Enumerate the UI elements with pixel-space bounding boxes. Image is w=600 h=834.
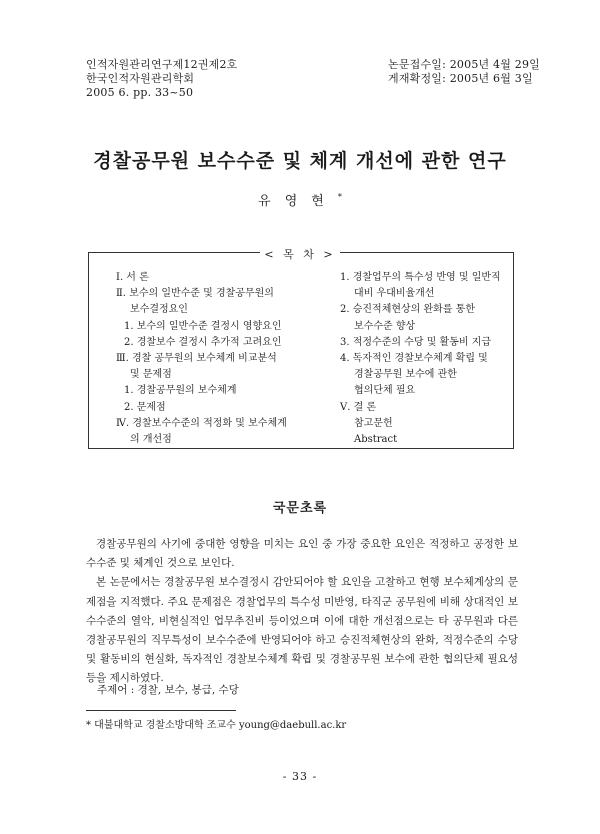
toc-item: Ⅴ. 결 론 bbox=[340, 401, 377, 413]
received-date: 논문접수일: 2005년 4월 29일 bbox=[388, 58, 540, 71]
toc-item: 및 문제점 bbox=[130, 369, 172, 381]
abstract-paragraph: 본 논문에서는 경찰공무원 보수결정시 감안되어야 할 요인을 고찰하고 현행 보수체계상의 문제점을 지적했다. 주요 문제점은 경찰업무의 특수성 미반영, 타직군 공무원에 비해 상대적인 보수수준의 열악, 비현실적인 업무추진비 등이었으며 이에 대한 개선점으로는 타 공무원과 다른 경찰공무원의 직무특성이 보수수준에 반영되어야 하고 승진적체현상의 완화, 적정수준의 수당 및 활동비의 현실화, 독자적인 경찰보수체계 확립 및 경찰공무원 보수에 관한 협의단체 필요성 등을 제시하였다. bbox=[86, 576, 518, 685]
toc-item: Ⅳ. 경찰보수수준의 적정화 및 보수체계 bbox=[116, 417, 287, 429]
author-footnote: * 대불대학교 경찰소방대학 조교수 young@daebull.ac.kr bbox=[86, 720, 347, 731]
journal-volume: 인적자원관리연구제12권제2호 bbox=[86, 58, 238, 71]
toc-item: 참고문헌 bbox=[354, 417, 393, 429]
toc-item: Ⅰ. 서 론 bbox=[116, 272, 149, 283]
accepted-date: 게재확정일: 2005년 6월 3일 bbox=[388, 72, 533, 85]
author-footnote-mark: * bbox=[337, 192, 342, 202]
toc-item: 1. 경찰업무의 특수성 반영 및 일반직 bbox=[340, 272, 501, 283]
abstract-heading: 국문초록 bbox=[272, 501, 328, 516]
journal-society: 한국인적자원관리학회 bbox=[86, 72, 195, 85]
toc-item: 1. 보수의 일반수준 결정시 영향요인 bbox=[124, 320, 282, 332]
abstract-body bbox=[86, 535, 518, 689]
abstract-paragraph: 경찰공무원의 사기에 중대한 영향을 미치는 요인 중 가장 중요한 요인은 적정하고 공정한 보수수준 및 체계인 것으로 보인다. bbox=[86, 538, 518, 570]
toc-item: 1. 경찰공무원의 보수체계 bbox=[124, 385, 237, 397]
toc-item: 3. 적정수준의 수당 및 활동비 지급 bbox=[340, 336, 492, 348]
paper-title: 경찰공무원 보수수준 및 체계 개선에 관한 연구 bbox=[93, 150, 507, 172]
page-number: - 33 - bbox=[282, 770, 318, 783]
toc-heading bbox=[0, 246, 600, 262]
toc-item: 4. 독자적인 경찰보수체계 확립 및 bbox=[340, 353, 488, 365]
toc-right-column bbox=[340, 270, 501, 448]
toc-item: 보수수준 향상 bbox=[354, 320, 416, 332]
submission-dates bbox=[388, 58, 540, 86]
toc-item: Abstract bbox=[354, 434, 398, 446]
toc-item: 보수결정요인 bbox=[130, 304, 188, 316]
toc-item: 2. 문제점 bbox=[124, 401, 166, 413]
toc-item: 의 개선점 bbox=[130, 434, 172, 446]
author bbox=[0, 190, 600, 209]
toc-item: 2. 승진적체현상의 완화를 통한 bbox=[340, 304, 475, 316]
toc-item: 대비 우대비율개선 bbox=[354, 288, 435, 300]
toc-item: 경찰공무원 보수에 관한 bbox=[354, 369, 457, 381]
journal-pages: 2005 6. pp. 33~50 bbox=[86, 86, 194, 99]
toc-heading-label: < 목 차 > bbox=[260, 248, 339, 261]
toc-item: 협의단체 필요 bbox=[354, 385, 416, 397]
toc-left-column bbox=[116, 270, 287, 448]
toc-item: Ⅲ. 경찰 공무원의 보수체계 비교분석 bbox=[116, 353, 277, 365]
footnote-divider bbox=[86, 710, 236, 711]
keywords: 주제어 : 경찰, 보수, 봉급, 수당 bbox=[97, 684, 239, 696]
toc-item: Ⅱ. 보수의 일반수준 및 경찰공무원의 bbox=[116, 288, 274, 300]
journal-info bbox=[86, 58, 238, 100]
author-name: 유영현 bbox=[258, 194, 338, 209]
toc-item: 2. 경찰보수 결정시 추가적 고려요인 bbox=[124, 336, 282, 348]
